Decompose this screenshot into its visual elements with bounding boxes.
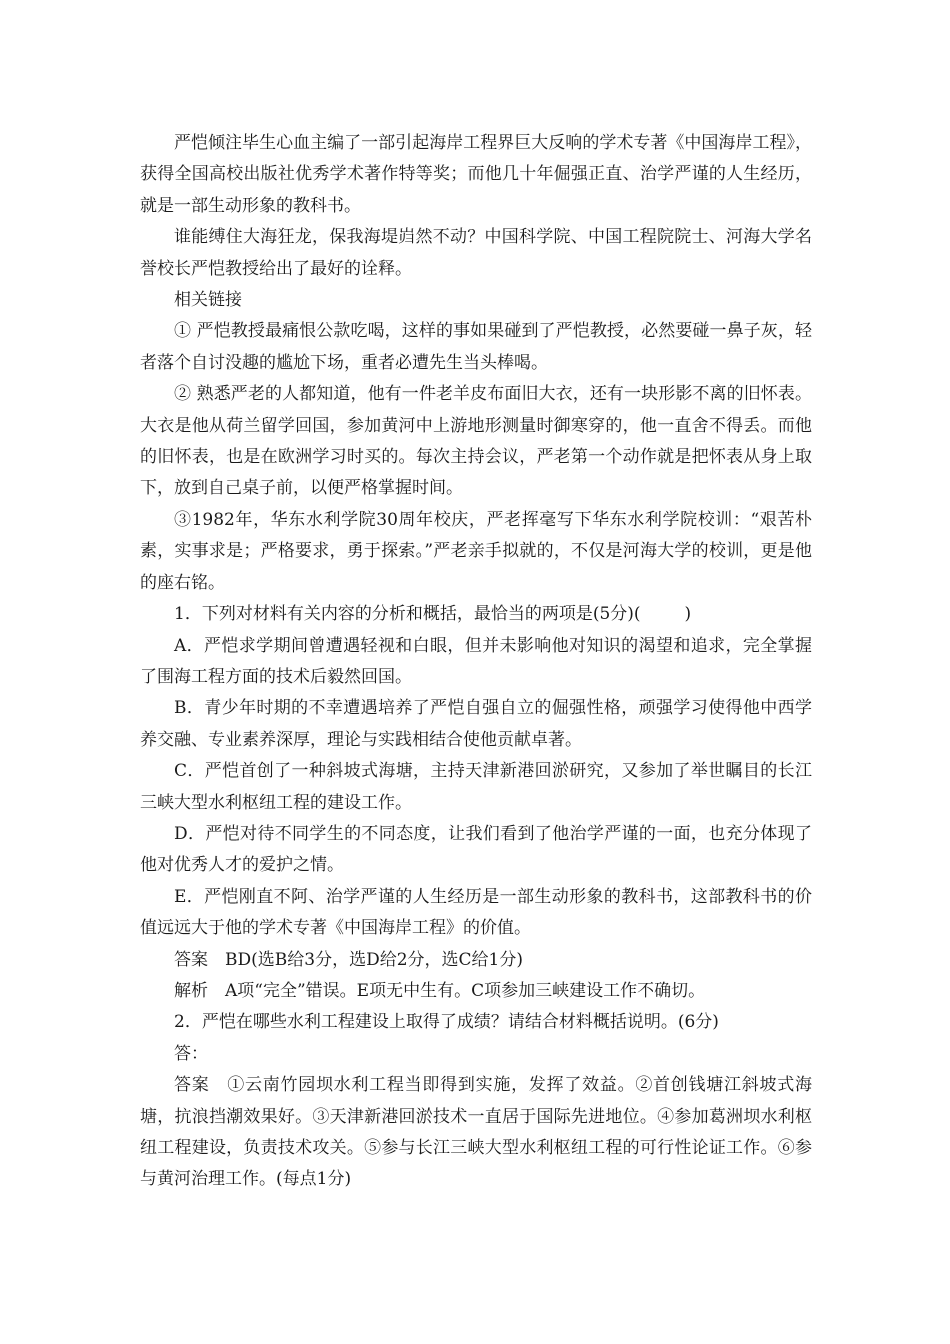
question-1-answer: 答案 BD(选B给3分，选D给2分，选C给1分): [174, 949, 523, 970]
question-1-option-d: D．严恺对待不同学生的不同态度，让我们看到了他治学严谨的一面，也充分体现了他对优秀人才的爱护之情。: [140, 823, 812, 876]
question-2-answer: 答案 ①云南竹园坝水利工程当即得到实施，发挥了效益。②首创钱塘江斜坡式海塘，抗浪挡潮效果好。③天津新港回淤技术一直居于国际先进地位。④参加葛洲坝水利枢纽工程建设，负责技术攻关。⑤参与长江三峡大型水利枢纽工程的可行性论证工作。⑥参与黄河治理工作。(每点1分): [140, 1075, 812, 1190]
question-1-analysis: 解析 A项“完全”错误。E项无中生有。C项参加三峡建设工作不确切。: [174, 980, 706, 1001]
question-1-option-b: B．青少年时期的不幸遭遇培养了严恺自强自立的倔强性格，顽强学习使得他中西学养交融、专业素养深厚，理论与实践相结合使他贡献卓著。: [140, 698, 812, 750]
related-link-2: ② 熟悉严老的人都知道，他有一件老羊皮布面旧大衣，还有一块形影不离的旧怀表。大衣是他从荷兰留学回国，参加黄河中上游地形测量时御寒穿的，他一直舍不得丢。而他的旧怀表，也是在欧洲学习时买的。每次主持会议，严老第一个动作就是把怀表从身上取下，放到自己桌子前，以便严格掌握时间。: [140, 384, 812, 499]
question-1-option-a: A．严恺求学期间曾遭遇轻视和白眼，但并未影响他对知识的渴望和追求，完全掌握了围海工程方面的技术后毅然回国。: [140, 635, 812, 687]
question-1-stem-text: 1．下列对材料有关内容的分析和概括，最恰当的两项是(5分)(: [174, 604, 641, 625]
related-link-1: ① 严恺教授最痛恨公款吃喝，这样的事如果碰到了严恺教授，必然要碰一鼻子灰，轻者落个自讨没趣的尴尬下场，重者必遭先生当头棒喝。: [140, 321, 812, 373]
question-1-option-e: E．严恺刚直不阿、治学严谨的人生经历是一部生动形象的教科书，这部教科书的价值远远大于他的学术专著《中国海岸工程》的价值。: [140, 886, 812, 939]
paragraph-1: 严恺倾注毕生心血主编了一部引起海岸工程界巨大反响的学术专著《中国海岸工程》，获得全国高校出版社优秀学术著作特等奖；而他几十年倔强正直、治学严谨的人生经历，就是一部生动形象的教科书。: [140, 133, 812, 216]
related-link-3: ③1982年，华东水利学院30周年校庆，严老挥毫写下华东水利学院校训：“艰苦朴素，实事求是；严格要求，勇于探索。”严老亲手拟就的，不仅是河海大学的校训，更是他的座右铭。: [140, 509, 812, 593]
question-1-option-c: C．严恺首创了一种斜坡式海塘，主持天津新港回淤研究，又参加了举世瞩目的长江三峡大型水利枢纽工程的建设工作。: [140, 761, 812, 813]
question-1-stem: [140, 599, 812, 630]
question-2-stem: 2．严恺在哪些水利工程建设上取得了成绩？请结合材料概括说明。(6分): [174, 1012, 719, 1033]
document-page: [140, 128, 812, 1196]
related-links-heading: 相关链接: [174, 290, 242, 311]
question-1-stem-end: ): [684, 604, 692, 625]
paragraph-2: 谁能缚住大海狂龙，保我海堤岿然不动？中国科学院、中国工程院院士、河海大学名誉校长严恺教授给出了最好的诠释。: [140, 227, 812, 279]
question-2-answer-label: 答：: [174, 1043, 208, 1064]
